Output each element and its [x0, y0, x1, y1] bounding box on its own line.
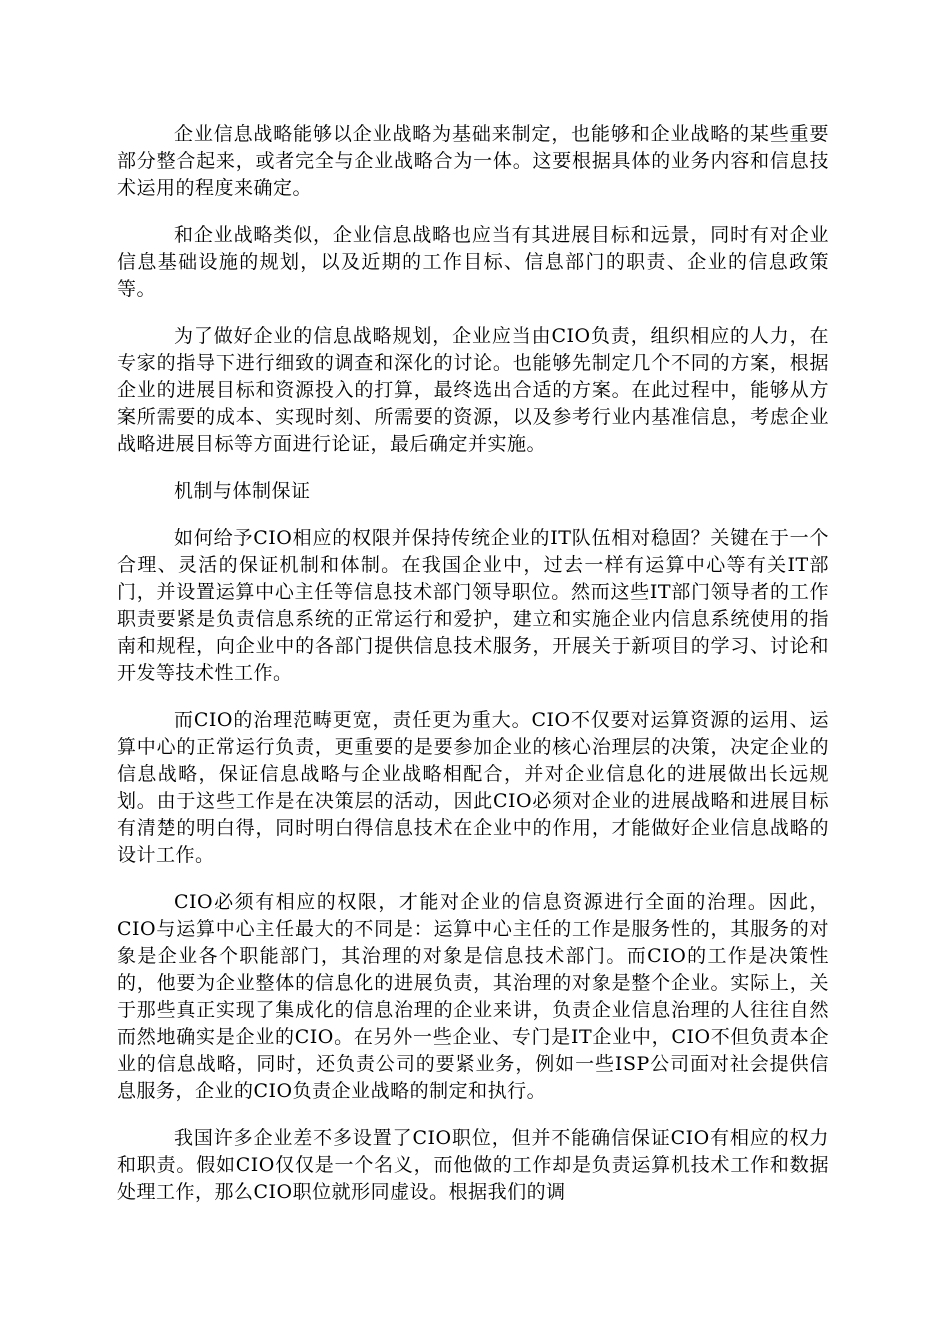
paragraph: CIO必须有相应的权限，才能对企业的信息资源进行全面的治理。因此，CIO与运算中心主任最大的不同是：运算中心主任的工作是服务性的，其服务的对象是企业各个职能部门，其治理的对象是信息技术部门。而CIO的工作是决策性的，他要为企业整体的信息化的进展负责，其治理的对象是整个企业。实际上，关于那些真正实现了集成化的信息治理的企业来讲，负责企业信息治理的人往往自然而然地确实是企业的CIO。在另外一些企业、专门是IT企业中，CIO不但负责本企业的信息战略，同时，还负责公司的要紧业务，例如一些ISP公司面对社会提供信息服务，企业的CIO负责企业战略的制定和执行。 — [117, 891, 829, 1102]
paragraph: 企业信息战略能够以企业战略为基础来制定，也能够和企业战略的某些重要部分整合起来，或者完全与企业战略合为一体。这要根据具体的业务内容和信息技术运用的程度来确定。 — [117, 123, 829, 199]
paragraph: 为了做好企业的信息战略规划，企业应当由CIO负责，组织相应的人力，在专家的指导下进行细致的调查和深化的讨论。也能够先制定几个不同的方案，根据企业的进展目标和资源投入的打算，最终选出合适的方案。在此过程中，能够从方案所需要的成本、实现时刻、所需要的资源，以及参考行业内基准信息，考虑企业战略进展目标等方面进行论证，最后确定并实施。 — [117, 325, 829, 455]
paragraph: 和企业战略类似，企业信息战略也应当有其进展目标和远景，同时有对企业信息基础设施的规划，以及近期的工作目标、信息部门的职责、企业的信息政策等。 — [117, 224, 829, 300]
paragraph: 如何给予CIO相应的权限并保持传统企业的IT队伍相对稳固？关键在于一个合理、灵活的保证机制和体制。在我国企业中，过去一样有运算中心等有关IT部门，并设置运算中心主任等信息技术部门领导职位。然而这些IT部门领导者的工作职责要紧是负责信息系统的正常运行和爱护，建立和实施企业内信息系统使用的指南和规程，向企业中的各部门提供信息技术服务，开展关于新项目的学习、讨论和开发等技术性工作。 — [117, 527, 829, 684]
paragraph: 而CIO的治理范畴更宽，责任更为重大。CIO不仅要对运算资源的运用、运算中心的正常运行负责，更重要的是要参加企业的核心治理层的决策，决定企业的信息战略，保证信息战略与企业战略相配合，并对企业信息化的进展做出长远规划。由于这些工作是在决策层的活动，因此CIO必须对企业的进展战略和进展目标有清楚的明白得，同时明白得信息技术在企业中的作用，才能做好企业信息战略的设计工作。 — [117, 709, 829, 866]
paragraph: 我国许多企业差不多设置了CIO职位，但并不能确信保证CIO有相应的权力和职责。假如CIO仅仅是一个名义，而他做的工作却是负责运算机技术工作和数据处理工作，那么CIO职位就形同虚设。根据我们的调 — [117, 1127, 829, 1203]
section-heading: 机制与体制保证 — [174, 480, 311, 502]
document-body — [117, 121, 829, 1226]
